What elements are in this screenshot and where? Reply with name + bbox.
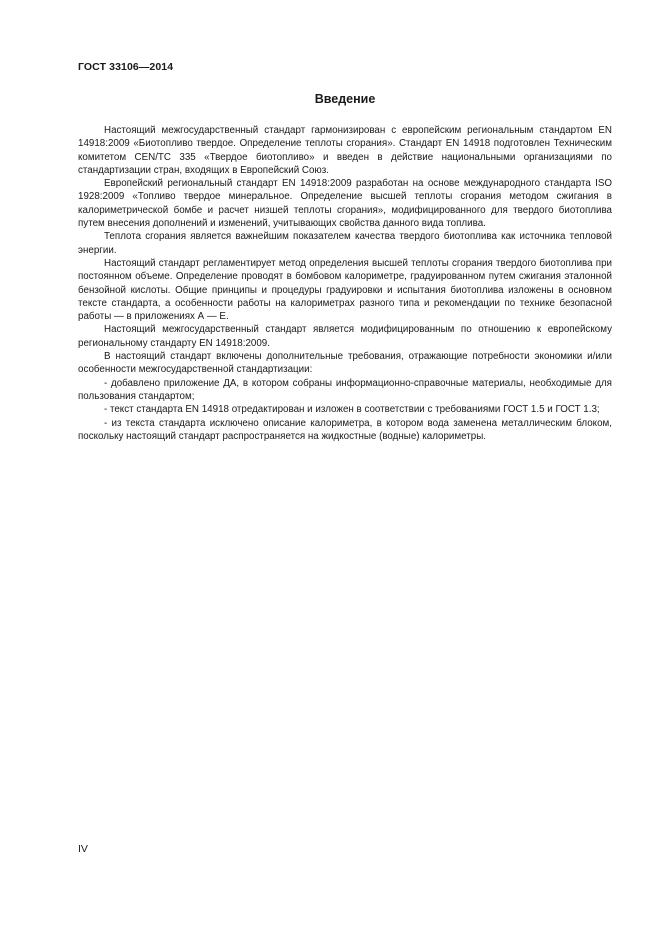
- paragraph: Европейский региональный стандарт EN 14918:2009 разработан на основе международного стандарта ISO 1928:2009 «Топливо твердое минеральное. Определение высшей теплоты сгорания методом сжигания в калориметрической бомбе и расчет низшей теплоты сгорания», модифицированного для твердого биотоплива путем внесения дополнений и изменений, учитывающих свойства данного вида топлива.: [78, 178, 612, 230]
- list-item: - из текста стандарта исключено описание калориметра, в котором вода заменена металлическим блоком, поскольку настоящий стандарт распространяется на жидкостные (водные) калориметры.: [78, 417, 612, 442]
- paragraph: Теплота сгорания является важнейшим показателем качества твердого биотоплива как источника тепловой энергии.: [78, 231, 612, 256]
- document-body: [78, 124, 612, 443]
- paragraph: Настоящий стандарт регламентирует метод определения высшей теплоты сгорания твердого биотоплива при постоянном объеме. Определение проводят в бомбовом калориметре, градуированном путем сжигания эталонной бензойной кислоты. Общие принципы и процедуры градуировки и испытания биотоплива изложены в основном тексте стандарта, а особенности работы на калориметрах разного типа и рекомендации по технике безопасной работы — в приложениях А — Е.: [78, 257, 612, 323]
- page-number: IV: [78, 843, 88, 855]
- list-item: - текст стандарта EN 14918 отредактирован и изложен в соответствии с требованиями ГОСТ 1.5 и ГОСТ 1.3;: [104, 404, 600, 416]
- document-header: ГОСТ 33106—2014: [78, 61, 174, 73]
- paragraph: Настоящий межгосударственный стандарт гармонизирован с европейским региональным стандартом EN 14918:2009 «Биотопливо твердое. Определение теплоты сгорания». Стандарт EN 14918 подготовлен Техническим комитетом CEN/TC 335 «Твердое биотопливо» и введен в действие национальными организациями по стандартизации стран, входящих в Европейский Союз.: [78, 125, 612, 176]
- paragraph: Настоящий межгосударственный стандарт является модифицированным по отношению к европейскому региональному стандарту EN 14918:2009.: [78, 324, 612, 349]
- section-title: Введение: [314, 92, 376, 106]
- paragraph: В настоящий стандарт включены дополнительные требования, отражающие потребности экономики и/или особенности межгосударственной стандартизации:: [78, 351, 612, 376]
- list-item: - добавлено приложение ДА, в котором собраны информационно-справочные материалы, необходимые для пользования стандартом;: [78, 377, 612, 402]
